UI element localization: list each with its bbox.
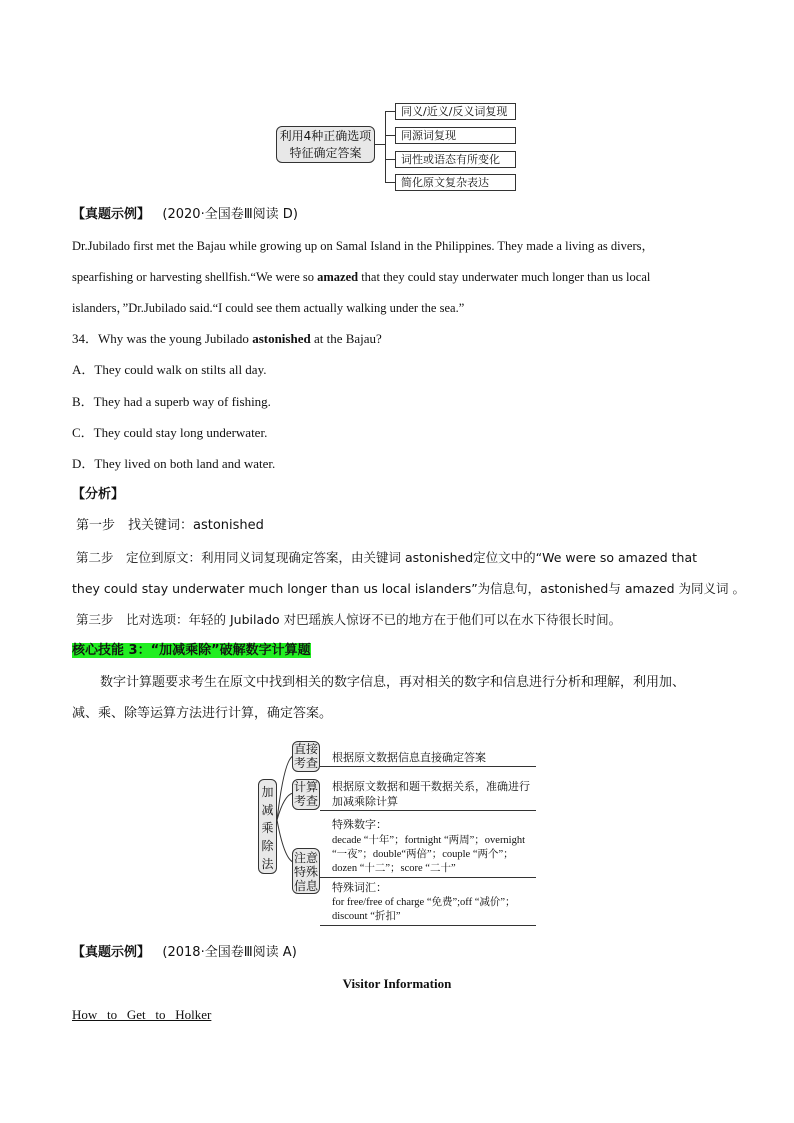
- passage-line: spearfishing or harvesting shellfish.“We were so amazed that they could stay underwater much longer than us local: [72, 270, 651, 284]
- connector: [385, 159, 395, 160]
- branch-calc-text: 加减乘除计算: [332, 795, 398, 808]
- underline: [320, 925, 536, 926]
- analysis-step3: 第三步 比对选项：年轻的 Jubilado 对巴瑶族人惊讶不已的地方在于他们可以在水下待很长时间。: [76, 612, 622, 627]
- option-c: C．They could stay long underwater.: [72, 425, 268, 440]
- connector: [385, 135, 395, 136]
- visitor-info-subtitle: How to Get to Holker: [72, 1007, 212, 1022]
- analysis-label: 【分析】: [72, 487, 125, 502]
- example2-label: 【真题示例】 (2018·全国卷Ⅲ阅读 A): [72, 945, 297, 960]
- connector: [385, 111, 386, 182]
- option-b: B．They had a superb way of fishing.: [72, 394, 271, 409]
- special-words: for free/free of charge “免费”;off “减价”；: [332, 897, 516, 908]
- branch-special: 注意特殊信息: [292, 848, 320, 894]
- visitor-info-title: Visitor Information: [342, 976, 452, 991]
- branch-direct-text: 根据原文数据信息直接确定答案: [332, 751, 486, 764]
- underline: [320, 766, 536, 767]
- passage-line: islanders，”Dr.Jubilado said.“I could see them actually walking under the sea.”: [72, 301, 465, 315]
- special-numbers: “一夜”；double“两倍”；couple “两个”；: [332, 849, 514, 860]
- connector: [375, 144, 385, 145]
- question: 34．Why was the young Jubilado astonished at the Bajau?: [72, 331, 382, 346]
- analysis-step2: 第二步 定位到原文：利用同义词复现确定答案，由关键词 astonished定位文中的“We were so amazed that: [76, 550, 698, 565]
- special-numbers: decade “十年”；fortnight “两周”；overnight: [332, 835, 526, 846]
- analysis-step2-cont: they could stay underwater much longer than us local islanders”为信息句，astonished与 amazed 为同义词 。: [72, 581, 745, 596]
- branch-cognate: 同源词复现: [395, 127, 516, 144]
- special-words-title: 特殊词汇：: [332, 881, 387, 894]
- special-numbers-title: 特殊数字：: [332, 818, 387, 831]
- underline: [320, 877, 536, 878]
- branch-direct: 直接考查: [293, 742, 318, 770]
- branch-calc: 计算考查: [293, 780, 318, 808]
- special-numbers: dozen “十二”；score “二十”: [332, 863, 456, 874]
- skill-paragraph: 数字计算题要求考生在原文中找到相关的数字信息，再对相关的数字和信息进行分析和理解，利用加、: [100, 675, 686, 690]
- analysis-step1: 第一步 找关键词：astonished: [76, 518, 264, 533]
- branch-simplified: 简化原文复杂表达: [395, 174, 516, 191]
- branch-part-of-speech: 词性或语态有所变化: [395, 151, 516, 168]
- diagram2-center: 加减乘除法: [258, 779, 277, 874]
- option-d: D．They lived on both land and water.: [72, 456, 276, 471]
- branch-calc-text: 根据原文数据和题干数据关系，准确进行: [332, 780, 530, 793]
- example-label: 【真题示例】 (2020·全国卷Ⅲ阅读 D): [72, 207, 298, 222]
- skill-paragraph-cont: 减、乘、除等运算方法进行计算，确定答案。: [72, 706, 333, 721]
- diagram-center-box: 利用4种正确选项特征确定答案: [276, 126, 375, 163]
- skill-heading: 核心技能 3：“加减乘除”破解数字计算题: [72, 643, 311, 658]
- connector: [385, 182, 395, 183]
- special-words: discount “折扣”: [332, 911, 401, 922]
- connector: [385, 111, 395, 112]
- option-a: A．They could walk on stilts all day.: [72, 362, 267, 377]
- passage-line: Dr.Jubilado first met the Bajau while growing up on Samal Island in the Philippines. They made a living as divers，: [72, 239, 654, 253]
- branch-synonym: 同义/近义/反义词复现: [395, 103, 516, 120]
- underline: [320, 810, 536, 811]
